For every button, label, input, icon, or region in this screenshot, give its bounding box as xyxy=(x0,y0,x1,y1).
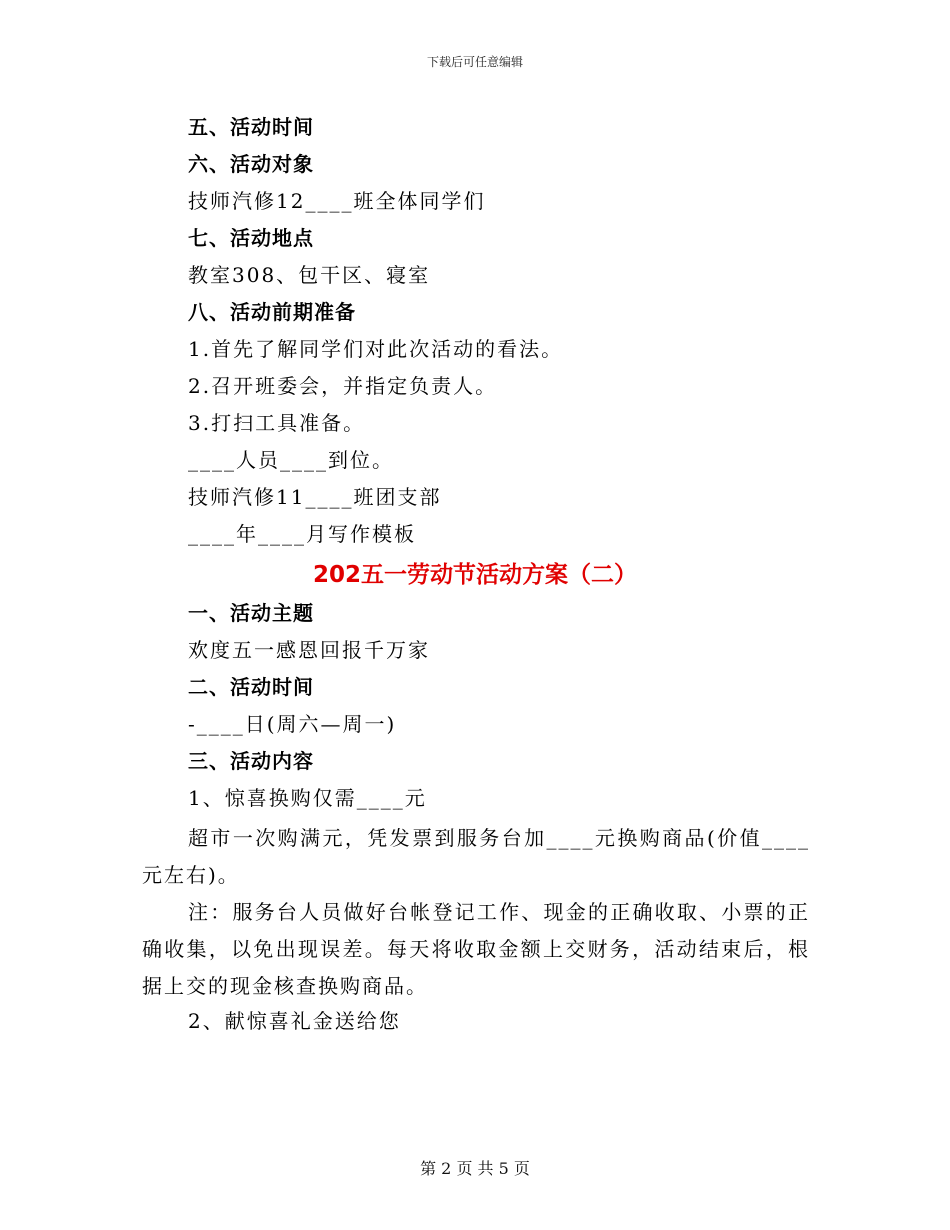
section-heading-activity-location: 七、活动地点 xyxy=(188,226,314,250)
paragraph-note: 注：服务台人员做好台帐登记工作、现金的正确收取、小票的正确收集，以免出现误差。每天将收取金额上交财务，活动结束后，根据上交的现金核查换购商品。 xyxy=(142,900,810,998)
date-template-text: ____年____月写作模板 xyxy=(188,522,416,546)
activity-location-text: 教室308、包干区、寝室 xyxy=(188,263,431,287)
paragraph-exchange-purchase: 超市一次购满元，凭发票到服务台加____元换购商品(价值____元左右)。 xyxy=(142,826,810,887)
activity-time-text: -____日(周六—周一) xyxy=(188,712,397,736)
activity-theme-text: 欢度五一感恩回报千万家 xyxy=(188,638,430,662)
page-footer: 第 2 页 共 5 页 xyxy=(420,1159,530,1178)
section-heading-activity-theme: 一、活动主题 xyxy=(188,601,314,625)
document-section-title: 202五一劳动节活动方案（二） xyxy=(312,562,637,588)
preparation-item-2: 2.召开班委会，并指定负责人。 xyxy=(188,374,498,398)
page-header: 下载后可任意编辑 xyxy=(426,55,523,69)
content-item-2: 2、献惊喜礼金送给您 xyxy=(188,1009,401,1033)
section-heading-activity-time: 五、活动时间 xyxy=(188,115,314,139)
organizer-text: 技师汽修11____班团支部 xyxy=(188,485,442,509)
section-heading-activity-target: 六、活动对象 xyxy=(188,152,314,176)
staff-in-place-text: ____人员____到位。 xyxy=(188,448,394,472)
preparation-item-3: 3.打扫工具准备。 xyxy=(188,411,366,435)
section-heading-activity-time-2: 二、活动时间 xyxy=(188,675,314,699)
content-item-1: 1、惊喜换购仅需____元 xyxy=(188,786,427,810)
section-heading-preparation: 八、活动前期准备 xyxy=(188,300,356,324)
activity-target-text: 技师汽修12____班全体同学们 xyxy=(188,189,486,213)
section-heading-activity-content: 三、活动内容 xyxy=(188,749,314,773)
preparation-item-1: 1.首先了解同学们对此次活动的看法。 xyxy=(188,337,564,361)
